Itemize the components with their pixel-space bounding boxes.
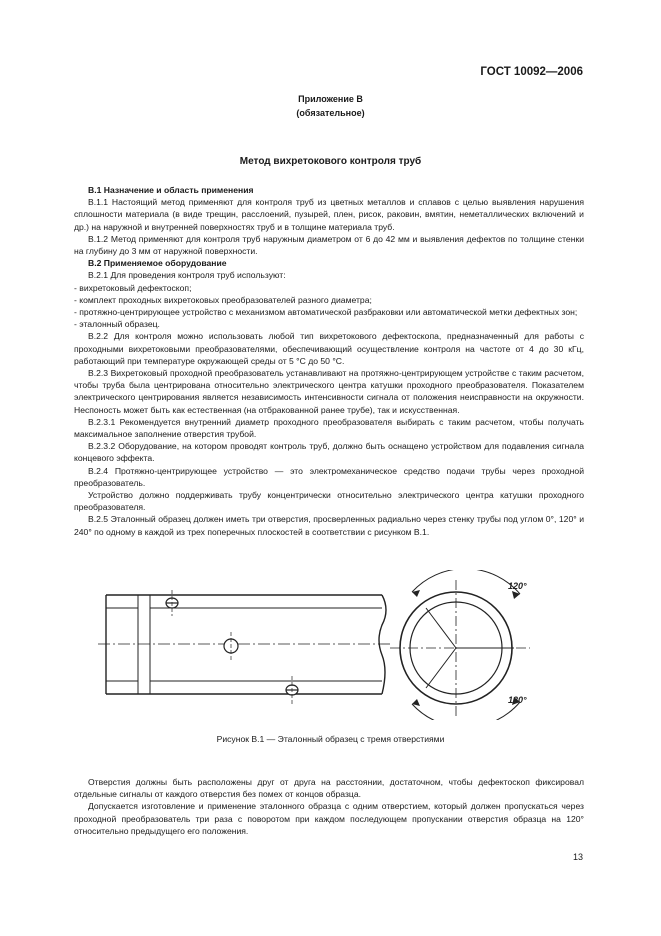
hole-120-deg xyxy=(224,632,238,660)
paragraph: Отверстия должны быть расположены друг от друга на расстоянии, достаточном, чтобы дефектоскоп фиксировал отдельные сигналы от каждого отверстия без помех от концов образца. xyxy=(74,777,584,800)
reference-sample-figure xyxy=(90,570,560,720)
section-heading: В.1 Назначение и область применения xyxy=(88,185,254,195)
hole-240-deg xyxy=(286,676,298,704)
annex-title: Приложение В xyxy=(298,94,363,104)
body-text-after-figure xyxy=(74,776,584,837)
paragraph: В.2.1 Для проведения контроля труб используют: xyxy=(88,270,286,281)
annex-status: (обязательное) xyxy=(296,108,365,118)
tube-side-view xyxy=(98,595,390,694)
paragraph: В.1.1 Настоящий метод применяют для контроля труб из цветных металлов и сплавов с целью выявления нарушения сплошности материала (в виде трещин, расслоений, пузырей, плен, рисок, раковин, вмятин, неметаллических включений и др.) на наружной и внутренней поверхностях труб и в толщине материала труб. xyxy=(74,197,584,232)
page-number: 13 xyxy=(572,852,583,862)
standard-number: ГОСТ 10092—2006 xyxy=(480,66,583,78)
list-item: - комплект проходных вихретоковых преобразователей разного диаметра; xyxy=(74,294,372,305)
angle-label-bottom: 120° xyxy=(508,695,527,705)
paragraph: В.2.3 Вихретоковый проходной преобразователь устанавливают на протяжно-центрирующем устройстве с таким расчетом, чтобы труба была центрирована относительно электрического центра катушки проходного преобразователя. Показателем электрического центрирования является независимость интенсивности сигнала от положения неисправности на окружности. Неспоность может быть как естественная (на отбракованной ранее трубе), так и искусственная. xyxy=(74,368,584,415)
paragraph: Устройство должно поддерживать трубу концентрически относительно электрического центра катушки проходного преобразователя. xyxy=(74,490,584,513)
paragraph: В.2.4 Протяжно-центрирующее устройство — это электромеханическое средство подачи трубы через проходной преобразователь. xyxy=(74,465,584,488)
paragraph: В.2.3.1 Рекомендуется внутренний диаметр проходного преобразователя выбирать с таким расчетом, чтобы получать максимальное заполнение отверстия трубой. xyxy=(74,416,584,440)
angle-label-top: 120° xyxy=(508,581,527,591)
paragraph: В.2.3.2 Оборудование, на котором проводят контроль труб, должно быть оснащено устройством для подавления сигнала концевого эффекта. xyxy=(74,441,584,464)
paragraph: В.1.2 Метод применяют для контроля труб наружным диаметром от 6 до 42 мм и выявления дефектов по толщине стенки на глубину до 3 мм от наружной поверхности. xyxy=(74,233,584,257)
list-item: - протяжно-центрирующее устройство с механизмом автоматической разбраковки или автоматической метки дефектных зон; xyxy=(74,307,578,318)
body-text xyxy=(74,184,584,538)
section-heading: В.2 Применяемое оборудование xyxy=(88,258,227,269)
list-item: - вихретоковый дефектоскоп; xyxy=(74,282,192,293)
hole-0-deg xyxy=(166,590,178,616)
list-item: - эталонный образец. xyxy=(74,319,160,330)
paragraph: В.2.2 Для контроля можно использовать любой тип вихретокового дефектоскопа, предназначенный для работы с проходными вихретоковыми преобразователями, обеспечивающий осуществление контроля на частоте от 4 до 30 кГц, работающий при температуре окружающей среды от 5 °С до 50 °С. xyxy=(74,331,584,366)
paragraph: Допускается изготовление и применение эталонного образца с одним отверстием, который должен пропускаться через проходной преобразователь три раза с поворотом при каждом последующем пропускании отверстия образца на 120° относительно предыдущего его положения. xyxy=(74,801,584,836)
figure-caption: Рисунок В.1 — Эталонный образец с тремя отверстиями xyxy=(216,734,445,744)
document-title: Метод вихретокового контроля труб xyxy=(239,156,422,167)
paragraph: В.2.5 Эталонный образец должен иметь три отверстия, просверленных радиально через стенку трубы под углом 0°, 120° и 240° по одному в каждой из трех поперечных плоскостей в соответствии с рисунком В.1. xyxy=(74,514,584,537)
